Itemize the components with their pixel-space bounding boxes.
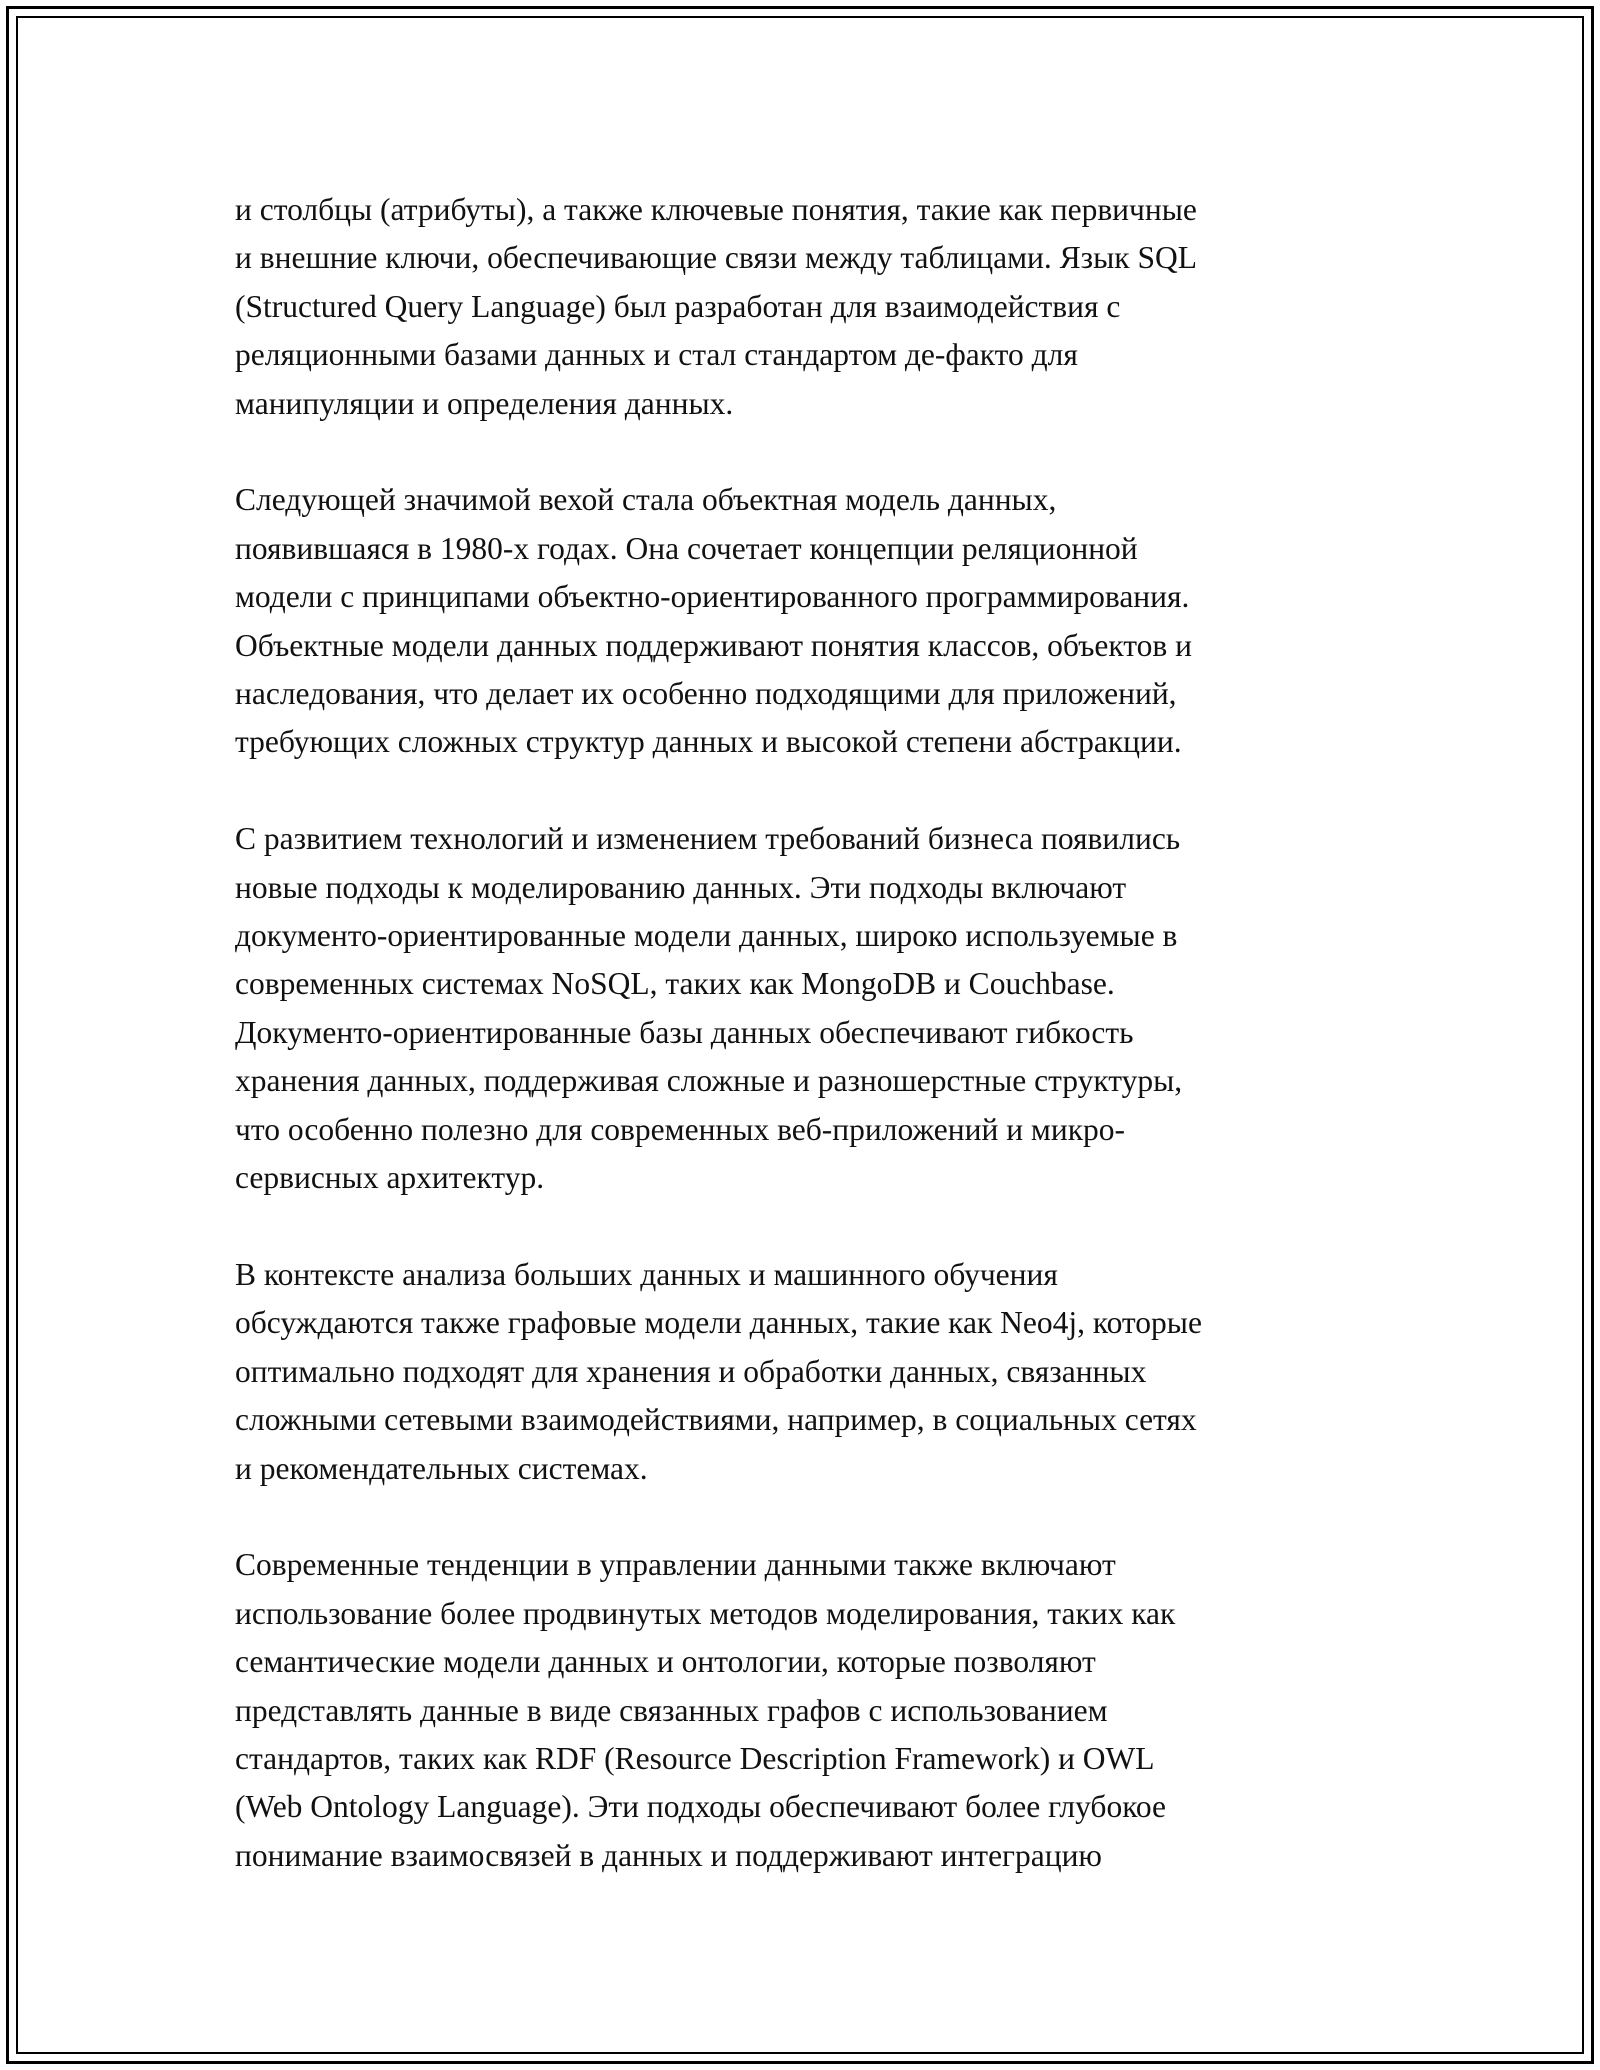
paragraph-document-model [235, 815, 1385, 1202]
text-line: и внешние ключи, обеспечивающие связи между таблицами. Язык SQL [235, 240, 1197, 276]
text-line: модели с принципами объектно-ориентированного программирования. [235, 579, 1190, 615]
text-line: использование более продвинутых методов моделирования, таких как [235, 1595, 1176, 1631]
paragraph-object-model [235, 476, 1385, 766]
text-line: обсуждаются также графовые модели данных, такие как Neo4j, которые [235, 1305, 1202, 1341]
document-body [235, 186, 1385, 1929]
text-line: современных системах NoSQL, таких как MongoDB и Couchbase. [235, 966, 1115, 1002]
text-line: сложными сетевыми взаимодействиями, например, в социальных сетях [235, 1402, 1197, 1438]
text-line: что особенно полезно для современных веб-приложений и микро- [235, 1111, 1126, 1147]
text-line: С развитием технологий и изменением требований бизнеса появились [235, 821, 1181, 857]
text-line: В контексте анализа больших данных и машинного обучения [235, 1256, 1058, 1292]
text-line: хранения данных, поддерживая сложные и разношерстные структуры, [235, 1063, 1183, 1099]
text-line: наследования, что делает их особенно подходящими для приложений, [235, 676, 1177, 712]
text-line: и рекомендательных системах. [235, 1450, 648, 1486]
text-line: Объектные модели данных поддерживают понятия классов, объектов и [235, 627, 1192, 663]
text-line: (Structured Query Language) был разработан для взаимодействия с [235, 288, 1121, 324]
text-line: Следующей значимой вехой стала объектная модель данных, [235, 482, 1057, 518]
text-line: сервисных архитектур. [235, 1160, 545, 1196]
text-line: появившаяся в 1980-х годах. Она сочетает концепции реляционной [235, 530, 1138, 566]
text-line: и столбцы (атрибуты), а также ключевые понятия, такие как первичные [235, 192, 1197, 227]
text-line: оптимально подходят для хранения и обработки данных, связанных [235, 1353, 1147, 1389]
text-line: документо-ориентированные модели данных, широко используемые в [235, 918, 1178, 954]
text-line: требующих сложных структур данных и высокой степени абстракции. [235, 724, 1182, 760]
text-line: Современные тенденции в управлении данными также включают [235, 1547, 1116, 1583]
text-line: стандартов, таких как RDF (Resource Description Framework) и OWL [235, 1740, 1155, 1776]
text-line: семантические модели данных и онтологии, которые позволяют [235, 1644, 1096, 1680]
paragraph-semantic-model [235, 1541, 1385, 1880]
text-line: (Web Ontology Language). Эти подходы обеспечивают более глубокое [235, 1789, 1167, 1825]
text-line: реляционными базами данных и стал стандартом де-факто для [235, 337, 1078, 373]
text-line: манипуляции и определения данных. [235, 385, 734, 421]
text-line: понимание взаимосвязей в данных и поддерживают интеграцию [235, 1837, 1102, 1873]
paragraph-graph-model [235, 1251, 1385, 1493]
text-line: представлять данные в виде связанных графов с использованием [235, 1692, 1108, 1728]
paragraph-relational-model [235, 186, 1385, 428]
text-line: новые подходы к моделированию данных. Эти подходы включают [235, 869, 1127, 905]
text-line: Документо-ориентированные базы данных обеспечивают гибкость [235, 1014, 1134, 1050]
